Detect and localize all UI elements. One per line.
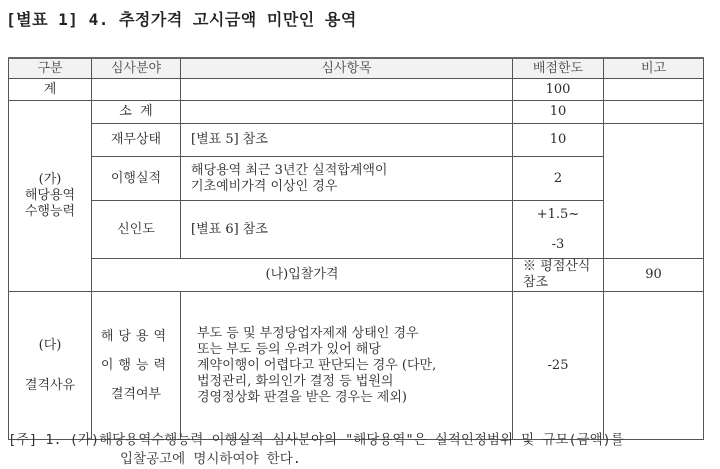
footnote-line2: 입찰공고에 명시하여야 한다. [120,451,301,467]
table-row-ga-credibility [9,201,704,259]
da-field-line1: 해당용역 [100,329,172,344]
ga-category-line3: 수행능력 [24,204,76,219]
da-item-line5: 경영정상화 판결을 받은 경우는 제외) [197,389,407,405]
na-item: ※ 평점산식 참조 [513,259,604,292]
ga-performance-item-line2: 기초예비가격 이상인 경우 [191,178,338,194]
header-item: 심사항목 [181,58,513,79]
ga-note [604,124,704,259]
ga-credibility-points [513,201,604,259]
ga-performance-field: 이행실적 [92,157,181,201]
footnote-line1: [주] 1. (가)해당용역수행능력 이행실적 심사분야의 "해당용역"은 실적인정범위 및 규모(금액)를 [8,432,624,448]
na-category: (나)입찰가격 [92,259,513,292]
table-row-na [9,259,704,292]
header-note: 비고 [604,58,704,79]
ga-finance-field: 재무상태 [92,124,181,157]
ga-performance-points: 2 [513,157,604,201]
da-category-line2: 결격사유 [24,377,76,393]
table-row-ga-finance [9,124,704,157]
na-points: 90 [604,259,704,292]
page-title: [별표 1] 4. 추정가격 고시금액 미만인 용역 [6,10,357,29]
ga-finance-item: [별표 5] 참조 [181,124,513,157]
table-row-ga-performance [9,157,704,201]
ga-category [9,101,92,292]
da-item-line2: 또는 부도 등의 우려가 있어 해당 [197,341,381,357]
da-field [92,292,181,440]
da-item-line3: 계약이행이 어렵다고 판단되는 경우 (다만, [197,357,437,373]
total-note [604,79,704,101]
ga-performance-item [181,157,513,201]
total-category: 계 [9,79,92,101]
table-row-da [9,292,704,440]
da-note [604,292,704,440]
total-item [181,79,513,101]
ga-subtotal-points: 10 [513,101,604,124]
ga-subtotal-field: 소 계 [92,101,181,124]
total-field [92,79,181,101]
table-row-ga-subtotal [9,101,704,124]
ga-performance-item-line1: 해당용역 최근 3년간 실적합계액이 [191,162,388,178]
table-row-total [9,79,704,101]
da-item-line4: 법정관리, 화의인가 결정 등 법원의 [197,373,394,389]
da-category-label: (다) [38,337,62,353]
footnote [8,431,624,469]
da-field-line3: 결격여부 [110,387,162,402]
ga-credibility-points-min: -3 [551,236,565,252]
da-item-line1: 부도 등 및 부정당업자제재 상태인 경우 [197,325,419,341]
ga-credibility-field: 신인도 [92,201,181,259]
ga-category-label: (가) [38,172,62,187]
ga-subtotal-note [604,101,704,124]
da-field-line2: 이행능력 [100,358,172,373]
ga-category-line2: 해당용역 [24,188,76,203]
evaluation-table [8,57,704,440]
da-points: -25 [513,292,604,440]
header-points: 배점한도 [513,58,604,79]
da-item [181,292,513,440]
header-field: 심사분야 [92,58,181,79]
ga-credibility-item: [별표 6] 참조 [181,201,513,259]
ga-finance-points: 10 [513,124,604,157]
ga-subtotal-item [181,101,513,124]
da-category [9,292,92,440]
table-header-row [9,58,704,79]
ga-credibility-points-max: +1.5~ [536,206,580,222]
total-points: 100 [513,79,604,101]
header-category: 구분 [9,58,92,79]
